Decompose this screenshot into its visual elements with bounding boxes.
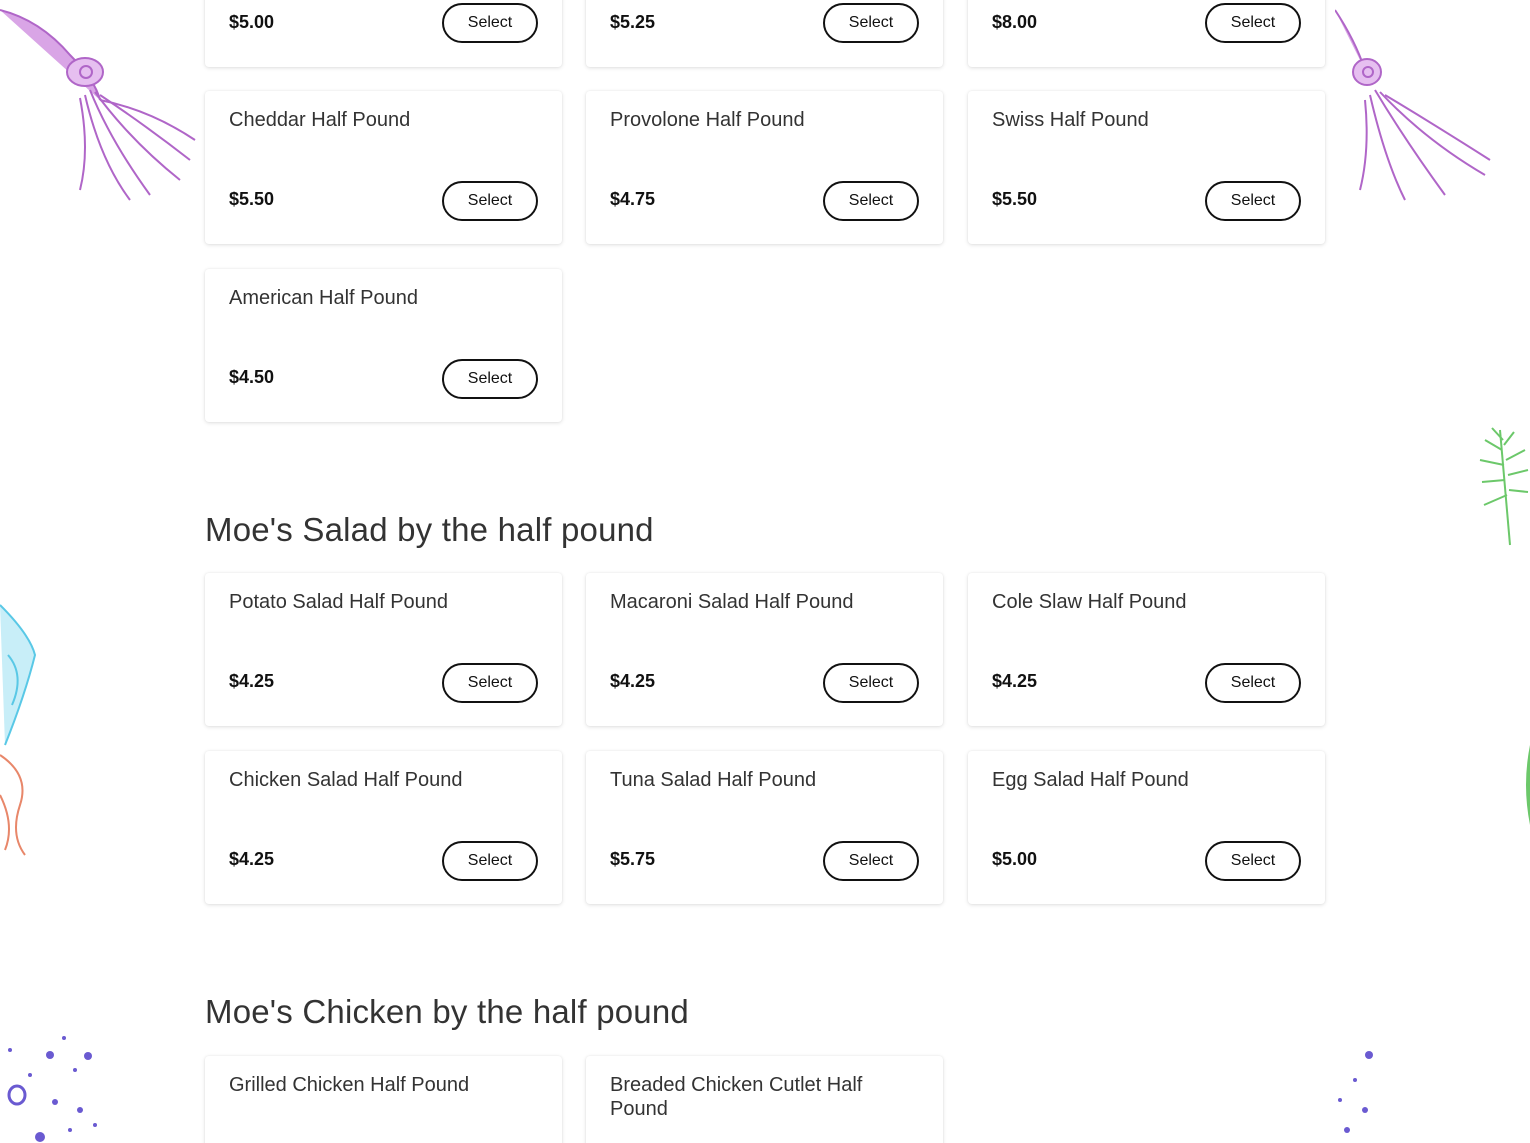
select-button[interactable]: Select [442,359,538,399]
item-price: $5.00 [992,849,1038,869]
select-button[interactable]: Select [1205,181,1301,221]
menu-item-card [205,91,562,244]
select-button[interactable]: Select [442,181,538,221]
item-price: $8.00 [992,12,1038,32]
dots-illustration-right [1335,1030,1385,1143]
menu-item-card [968,573,1325,726]
item-name: Tuna Salad Half Pound [610,769,817,791]
item-name: Potato Salad Half Pound [229,591,449,613]
select-button[interactable]: Select [823,3,919,43]
item-price: $5.25 [610,12,656,32]
select-button[interactable]: Select [823,841,919,881]
item-price: $5.50 [229,189,275,209]
menu-item-card [205,1056,562,1143]
menu-item-card [968,0,1325,67]
item-price: $4.25 [610,671,656,691]
item-name: Breaded Chicken Cutlet Half Pound [610,1074,863,1120]
menu-item-card [205,269,562,422]
herb-illustration [1470,420,1530,550]
select-button[interactable]: Select [1205,663,1301,703]
item-price: $4.25 [992,671,1038,691]
dots-illustration-left [0,1030,110,1143]
select-button[interactable]: Select [442,663,538,703]
item-name: Provolone Half Pound [610,109,805,131]
menu-item-card [586,573,943,726]
menu-item-card [586,1056,943,1143]
menu-item-card [205,751,562,904]
select-button[interactable]: Select [823,181,919,221]
menu-item-card [586,0,943,67]
menu-item-card [968,91,1325,244]
item-name: Egg Salad Half Pound [992,769,1189,791]
squid-illustration-right [1335,0,1495,210]
menu-item-card [586,91,943,244]
item-name: Cole Slaw Half Pound [992,591,1187,613]
item-name: Macaroni Salad Half Pound [610,591,854,613]
select-button[interactable]: Select [442,841,538,881]
menu-item-card [968,751,1325,904]
select-button[interactable]: Select [823,663,919,703]
item-price: $5.00 [229,12,275,32]
item-name: Swiss Half Pound [992,109,1149,131]
section-heading-salad: Moe's Salad by the half pound [205,511,654,548]
select-button[interactable]: Select [1205,841,1301,881]
fish-illustration [0,595,45,860]
select-button[interactable]: Select [1205,3,1301,43]
item-name: Chicken Salad Half Pound [229,769,463,791]
item-price: $5.75 [610,849,656,869]
item-price: $4.50 [229,367,275,387]
squid-illustration-left [0,0,200,210]
section-heading-chicken: Moe's Chicken by the half pound [205,993,689,1030]
item-name: Cheddar Half Pound [229,109,411,131]
item-price: $4.25 [229,849,275,869]
menu-item-card [205,0,562,67]
item-price: $4.75 [610,189,656,209]
item-name: Grilled Chicken Half Pound [229,1074,470,1096]
menu-item-card [205,573,562,726]
item-price: $5.50 [992,189,1038,209]
menu-item-card [586,751,943,904]
item-price: $4.25 [229,671,275,691]
select-button[interactable]: Select [442,3,538,43]
leaf-illustration [1522,745,1530,825]
item-name: American Half Pound [229,287,418,309]
